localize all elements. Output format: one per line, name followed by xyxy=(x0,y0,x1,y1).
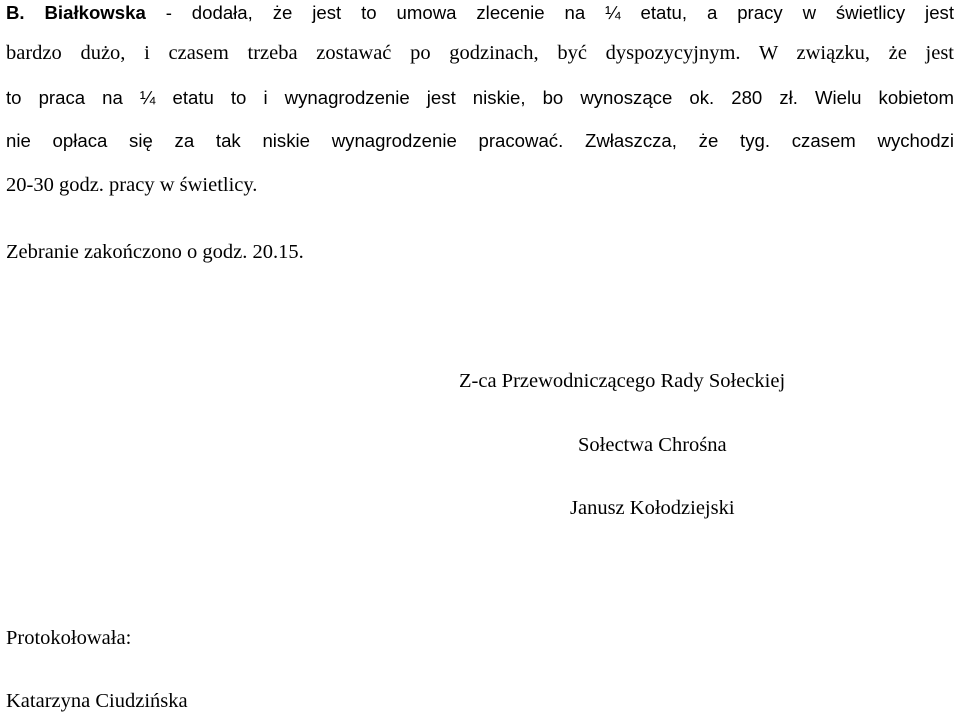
minutes-taker-name: Katarzyna Ciudzińska xyxy=(6,690,188,712)
paragraph-line-3: to praca na ¼ etatu to i wynagrodzenie jest niskie, bo wynoszące ok. 280 zł. Wielu kobietom xyxy=(6,87,954,108)
paragraph-line-1-text: - dodała, że jest to umowa zlecenie na ¼ etatu, a pracy w świetlicy jest xyxy=(145,2,954,23)
signature-name: Janusz Kołodziejski xyxy=(570,497,735,519)
speaker-name: B. Białkowska xyxy=(6,2,146,23)
paragraph-line-1 xyxy=(6,1,954,25)
minutes-label: Protokołowała: xyxy=(6,627,132,649)
signature-role: Z-ca Przewodniczącego Rady Sołeckiej xyxy=(459,370,786,392)
paragraph-line-2: bardzo dużo, i czasem trzeba zostawać po godzinach, być dyspozycyjnym. W związku, że jest xyxy=(6,42,954,64)
paragraph-line-5: 20-30 godz. pracy w świetlicy. xyxy=(6,174,258,196)
closing-statement: Zebranie zakończono o godz. 20.15. xyxy=(6,241,304,263)
paragraph-line-4: nie opłaca się za tak niskie wynagrodzenie pracować. Zwłaszcza, że tyg. czasem wychodzi xyxy=(6,130,954,151)
signature-organization: Sołectwa Chrośna xyxy=(578,434,727,456)
